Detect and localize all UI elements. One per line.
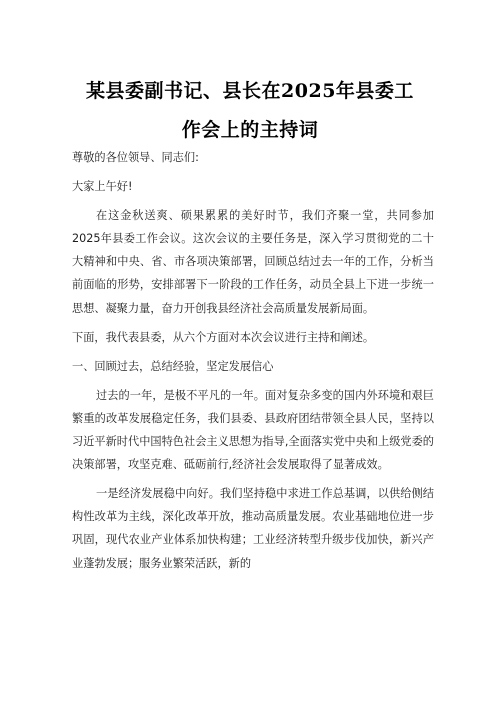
document-body — [72, 146, 434, 575]
salutation: 尊敬的各位领导、同志们: — [72, 151, 199, 164]
paragraph-review: 过去的一年，是极不平凡的一年。面对复杂多变的国内外环境和艰巨繁重的改革发展稳定任务，我们县委、县政府团结带领全县人民，坚持以习近平新时代中国特色社会主义思想为指导,全面落实党中央和上级党委的决策部署，攻坚克难、砥砺前行,经济社会发展取得了显著成效。 — [72, 388, 434, 472]
greeting: 大家上午好! — [72, 180, 133, 194]
section-heading-1: 一、回顾过去，总结经验，坚定发展信心 — [72, 359, 274, 373]
paragraph-economy: 一是经济发展稳中向好。我们坚持稳中求进工作总基调，以供给侧结构性改革为主线，深化改革开放，推动高质量发展。农业基础地位进一步巩固，现代农业产业体系加快构建；工业经济转型升级步伐加快，新兴产业蓬勃发展；服务业繁荣活跃，新的 — [72, 487, 434, 570]
document-title-line-2: 作会上的主持词 — [181, 119, 319, 141]
paragraph-opening: 在这金秋送爽、硕果累累的美好时节，我们齐聚一堂，共同参加2025年县委工作会议。这次会议的主要任务是，深入学习贯彻党的二十大精神和中央、省、市各项决策部署，回顾总结过去一年的工作，分析当前面临的形势，安排部署下一阶段的工作任务，动员全县上下进一步统一思想、凝聚力量，奋力开创我县经济社会高质量发展新局面。 — [72, 209, 434, 315]
document-title-line-1: 某县委副书记、县长在2025年县委工 — [86, 80, 414, 102]
paragraph-intro: 下面，我代表县委，从六个方面对本次会议进行主持和阐述。 — [72, 330, 375, 344]
